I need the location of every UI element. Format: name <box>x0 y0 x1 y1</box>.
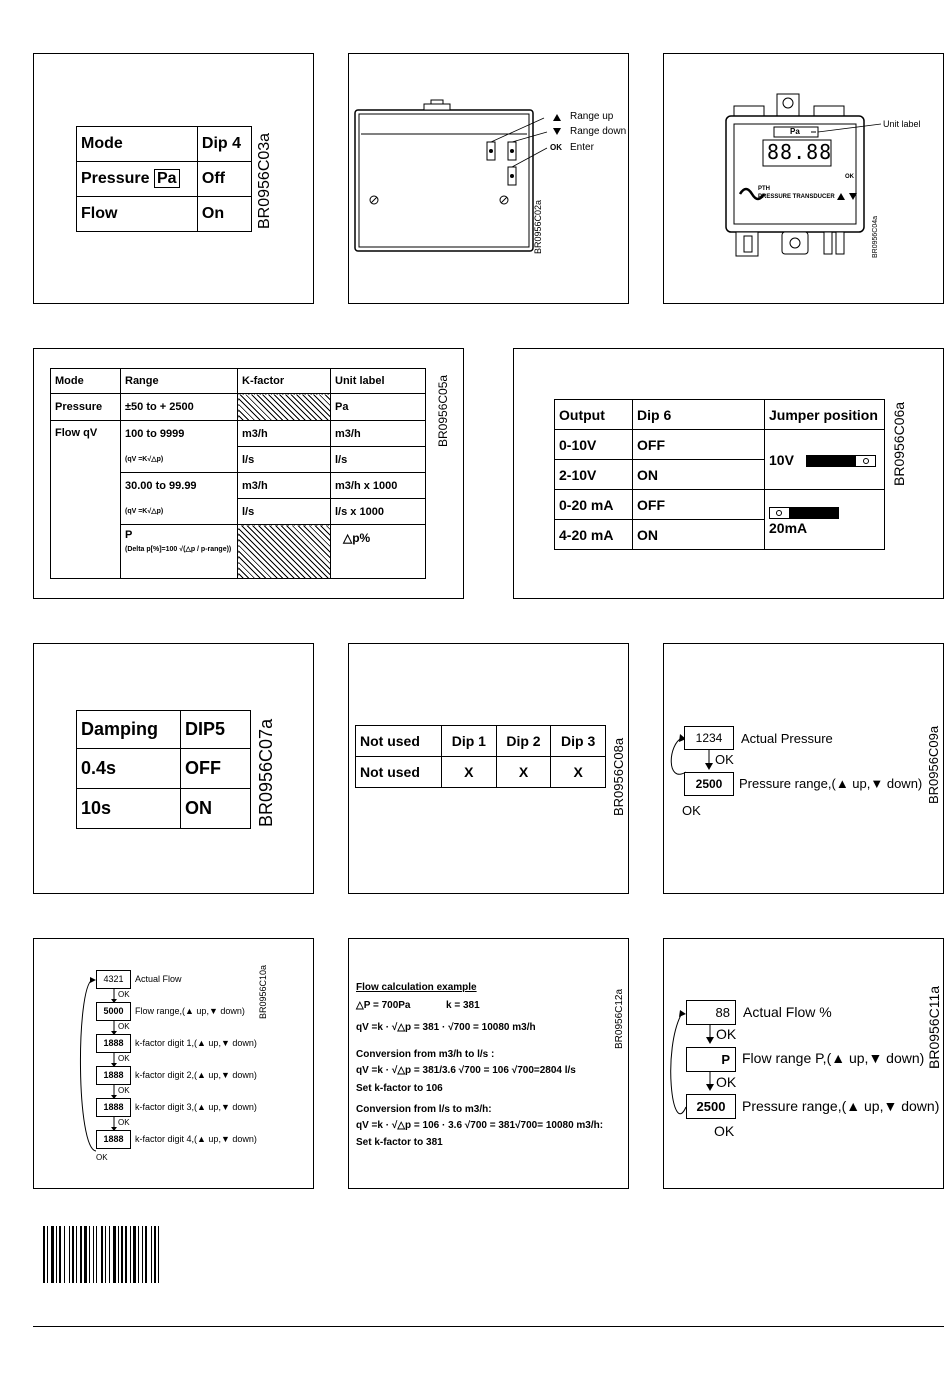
out-0-20ma: 0-20 mA <box>555 490 633 520</box>
mode-range-table <box>50 368 426 579</box>
flow-formula1: (qV =K√△p) <box>121 447 238 473</box>
damping-04s-dip: OFF <box>181 749 251 789</box>
panel-mode-range <box>33 348 464 599</box>
flow-dip: On <box>197 197 251 232</box>
u1: m3/h <box>331 421 426 447</box>
actual-flow-label: Actual Flow % <box>743 1004 832 1020</box>
damping-table <box>76 710 251 829</box>
calc-k: k = 381 <box>446 1000 480 1011</box>
jumper-10v-cell <box>765 430 885 490</box>
figure-code: BR0956C06a <box>891 401 907 486</box>
actual-flow-value: 88 <box>686 1000 736 1025</box>
ok-label-1: OK <box>715 752 734 767</box>
barcode-bar <box>51 1226 54 1283</box>
barcode-bar <box>56 1226 57 1283</box>
ok-label: OK <box>118 1054 130 1063</box>
hdr-range: Range <box>121 369 238 394</box>
barcode-bar <box>84 1226 87 1283</box>
not-used-header: Not used <box>356 726 442 757</box>
barcode-bar <box>151 1226 152 1283</box>
flow-item-0-label: Actual Flow <box>135 974 182 984</box>
transducer-drawing <box>664 54 945 305</box>
panel-not-used <box>348 643 629 894</box>
hdr-output: Output <box>555 400 633 430</box>
out-4-20ma: 4-20 mA <box>555 520 633 550</box>
barcode-bar <box>113 1226 116 1283</box>
figure-code: BR0956C05a <box>436 374 450 447</box>
housing-drawing <box>349 54 630 305</box>
flow-item-1-value: 5000 <box>96 1002 131 1021</box>
pressure-range-label: Pressure range,(▲ up,▼ down) <box>742 1098 940 1114</box>
barcode-bar <box>158 1226 159 1283</box>
pressure-unit: Pa <box>331 394 426 421</box>
seven-seg-display: 88.88 <box>767 140 833 164</box>
unit-label-text: Unit label <box>883 119 921 129</box>
u2: l/s <box>331 447 426 473</box>
out-2-10v: 2-10V <box>555 460 633 490</box>
pressure-range-value: 2500 <box>684 772 734 796</box>
dip4-table <box>76 126 252 232</box>
k4: l/s <box>238 499 331 525</box>
figure-code: BR0956C11a <box>926 985 942 1069</box>
barcode-bar <box>93 1226 94 1283</box>
flow-formula2: (qV =K√△p) <box>121 499 238 525</box>
pa-unit-label: Pa <box>790 127 800 136</box>
dip5-header: DIP5 <box>181 711 251 749</box>
mode-header: Mode <box>77 127 198 162</box>
ok-label-1: OK <box>716 1026 737 1042</box>
pa-box: Pa <box>154 169 180 188</box>
dip-0-20ma: OFF <box>633 490 765 520</box>
flow-mode <box>51 421 121 579</box>
barcode-bar <box>59 1226 61 1283</box>
k3: m3/h <box>238 473 331 499</box>
flow-cell: Flow <box>77 197 198 232</box>
figure-code: BR0956C07a <box>256 718 276 827</box>
pressure-range-label: Pressure range,(▲ up,▼ down) <box>739 776 923 791</box>
jumper-10v-label: 10V <box>769 451 794 468</box>
output-table <box>554 399 885 550</box>
enter-label: Enter <box>570 142 594 153</box>
barcode-bar <box>80 1226 82 1283</box>
flow-item-4-value: 1888 <box>96 1098 131 1117</box>
figure-code: BR0956C10a <box>258 964 268 1019</box>
jumper-20ma-label: 20mA <box>769 519 808 536</box>
actual-pressure-label: Actual Pressure <box>741 731 833 746</box>
barcode-bar <box>76 1226 77 1283</box>
ok-label: OK <box>845 174 854 180</box>
flow-mode-label: Flow qV <box>55 427 98 439</box>
dip4-header: Dip 4 <box>197 127 251 162</box>
barcode-bar <box>133 1226 136 1283</box>
figure-code: BR0956C02a <box>533 199 543 254</box>
flow-item-0-value: 4321 <box>96 970 131 989</box>
dip-2-10v: ON <box>633 460 765 490</box>
figure-code: BR0956C12a <box>614 988 625 1049</box>
jumper-20ma-icon <box>769 507 839 519</box>
u4: l/s x 1000 <box>331 499 426 525</box>
ok-label: OK <box>96 1153 108 1162</box>
dip1-x: X <box>442 757 497 788</box>
panel-pressure-menu <box>663 643 944 894</box>
barcode-bar <box>109 1226 110 1283</box>
brand-line1: PTH <box>758 186 770 192</box>
calc-line5: qV =k · √△p = 106 · 3.6 √700 = 381√700= 10080 m3/h: <box>356 1120 604 1131</box>
flow-item-5-label: k-factor digit 4,(▲ up,▼ down) <box>135 1134 257 1144</box>
flow-item-2-label: k-factor digit 1,(▲ up,▼ down) <box>135 1038 257 1048</box>
ok-label: OK <box>118 990 130 999</box>
dip-0-10v: OFF <box>633 430 765 460</box>
calc-line6: Set k-factor to 381 <box>356 1137 443 1148</box>
barcode-bar <box>101 1226 103 1283</box>
ok-label-3: OK <box>714 1123 735 1139</box>
actual-pressure-value: 1234 <box>684 726 734 750</box>
barcode-bar <box>105 1226 106 1283</box>
pressure-kfactor-hatched <box>238 394 331 421</box>
dip3-header: Dip 3 <box>551 726 606 757</box>
p-kfactor-hatched <box>238 525 331 579</box>
barcode-bar <box>72 1226 74 1283</box>
pressure-label: Pressure <box>81 170 150 187</box>
dip2-header: Dip 2 <box>496 726 551 757</box>
jumper-20ma-cell <box>765 490 885 550</box>
flow-item-5-value: 1888 <box>96 1130 131 1149</box>
pressure-dip: Off <box>197 162 251 197</box>
menu-flow-arrows <box>664 644 945 895</box>
damping-04s: 0.4s <box>77 749 181 789</box>
figure-code: BR0956C08a <box>611 737 626 816</box>
barcode-bar <box>43 1226 45 1283</box>
calc-line2: qV =k · √△p = 381 · √700 = 10080 m3/h <box>356 1022 536 1033</box>
dip3-x: X <box>551 757 606 788</box>
hdr-mode: Mode <box>51 369 121 394</box>
barcode-bar <box>118 1226 119 1283</box>
damping-10s-dip: ON <box>181 789 251 829</box>
barcode-bar <box>89 1226 90 1283</box>
u3: m3/h x 1000 <box>331 473 426 499</box>
hdr-kfactor: K-factor <box>238 369 331 394</box>
panel-device-front <box>663 53 944 304</box>
barcode-bar <box>142 1226 143 1283</box>
pressure-mode: Pressure <box>51 394 121 421</box>
pressure-cell <box>77 162 198 197</box>
calc-title: Flow calculation example <box>356 982 477 993</box>
calc-line4: Set k-factor to 106 <box>356 1083 443 1094</box>
pressure-range-value: 2500 <box>686 1094 736 1119</box>
out-0-10v: 0-10V <box>555 430 633 460</box>
dip-4-20ma: ON <box>633 520 765 550</box>
panel-damping <box>33 643 314 894</box>
hdr-jumper: Jumper position <box>765 400 885 430</box>
calc-deltap: △P = 700Pa <box>356 1000 411 1011</box>
p-mode-label: P <box>125 529 133 541</box>
hdr-unit: Unit label <box>331 369 426 394</box>
flow-range2: 30.00 to 99.99 <box>121 473 238 499</box>
barcode-bar <box>69 1226 70 1283</box>
dip123-table <box>355 725 606 788</box>
flow-range1-label: 100 to 9999 <box>125 427 185 440</box>
panel-flow-percent-menu <box>663 938 944 1189</box>
barcode <box>43 1226 223 1283</box>
p-formula: (Delta p[%]=100 √(△p / p-range)) <box>125 546 232 553</box>
ok-label-2: OK <box>716 1074 737 1090</box>
jumper-10v-icon <box>806 455 876 467</box>
figure-code: BR0956C09a <box>926 725 941 804</box>
ok-label: OK <box>118 1118 130 1127</box>
dip2-x: X <box>496 757 551 788</box>
ok-label: OK <box>118 1022 130 1031</box>
panel-flow-menu <box>33 938 314 1189</box>
barcode-bar <box>154 1226 156 1283</box>
range-down-label: Range down <box>570 126 627 137</box>
flow-range1 <box>121 421 238 447</box>
panel-output-jumper <box>513 348 944 599</box>
ok-symbol: OK <box>550 143 562 152</box>
figure-code: BR0956C04a <box>872 215 879 258</box>
flow-item-1-label: Flow range,(▲ up,▼ down) <box>135 1006 245 1016</box>
calc-heading3: Conversion from l/s to m3/h: <box>356 1104 492 1115</box>
calc-heading2: Conversion from m3/h to l/s : <box>356 1049 495 1060</box>
barcode-bar <box>145 1226 147 1283</box>
panel-dip4-mode <box>33 53 314 304</box>
range-up-label: Range up <box>570 111 614 122</box>
flow-item-2-value: 1888 <box>96 1034 131 1053</box>
not-used-row: Not used <box>356 757 442 788</box>
panel-buttons <box>348 53 629 304</box>
ok-label-2: OK <box>682 803 701 818</box>
flow-item-3-label: k-factor digit 2,(▲ up,▼ down) <box>135 1070 257 1080</box>
k2: l/s <box>238 447 331 473</box>
dip1-header: Dip 1 <box>442 726 497 757</box>
barcode-bar <box>125 1226 127 1283</box>
barcode-bar <box>64 1226 65 1283</box>
hdr-dip6: Dip 6 <box>633 400 765 430</box>
flow-range-value: P <box>686 1047 736 1072</box>
p-mode-cell <box>121 525 238 579</box>
calc-line3: qV =k · √△p = 381/3.6 √700 = 106 √700=2804 l/s <box>356 1065 576 1076</box>
damping-header: Damping <box>77 711 181 749</box>
flow-item-3-value: 1888 <box>96 1066 131 1085</box>
ok-label: OK <box>118 1086 130 1095</box>
k1: m3/h <box>238 421 331 447</box>
pressure-range: ±50 to + 2500 <box>121 394 238 421</box>
p-unit: △p% <box>331 525 426 579</box>
flow-range-label: Flow range P,(▲ up,▼ down) <box>742 1050 925 1066</box>
figure-code: BR0956C03a <box>256 132 273 229</box>
barcode-bar <box>47 1226 48 1283</box>
barcode-bar <box>121 1226 123 1283</box>
barcode-bar <box>138 1226 139 1283</box>
damping-10s: 10s <box>77 789 181 829</box>
panel-flow-calc <box>348 938 629 1189</box>
brand-line2: PRESSURE TRANSDUCER <box>758 194 835 200</box>
flow-item-4-label: k-factor digit 3,(▲ up,▼ down) <box>135 1102 257 1112</box>
bottom-rule <box>33 1326 944 1327</box>
barcode-bar <box>96 1226 97 1283</box>
barcode-bar <box>130 1226 131 1283</box>
